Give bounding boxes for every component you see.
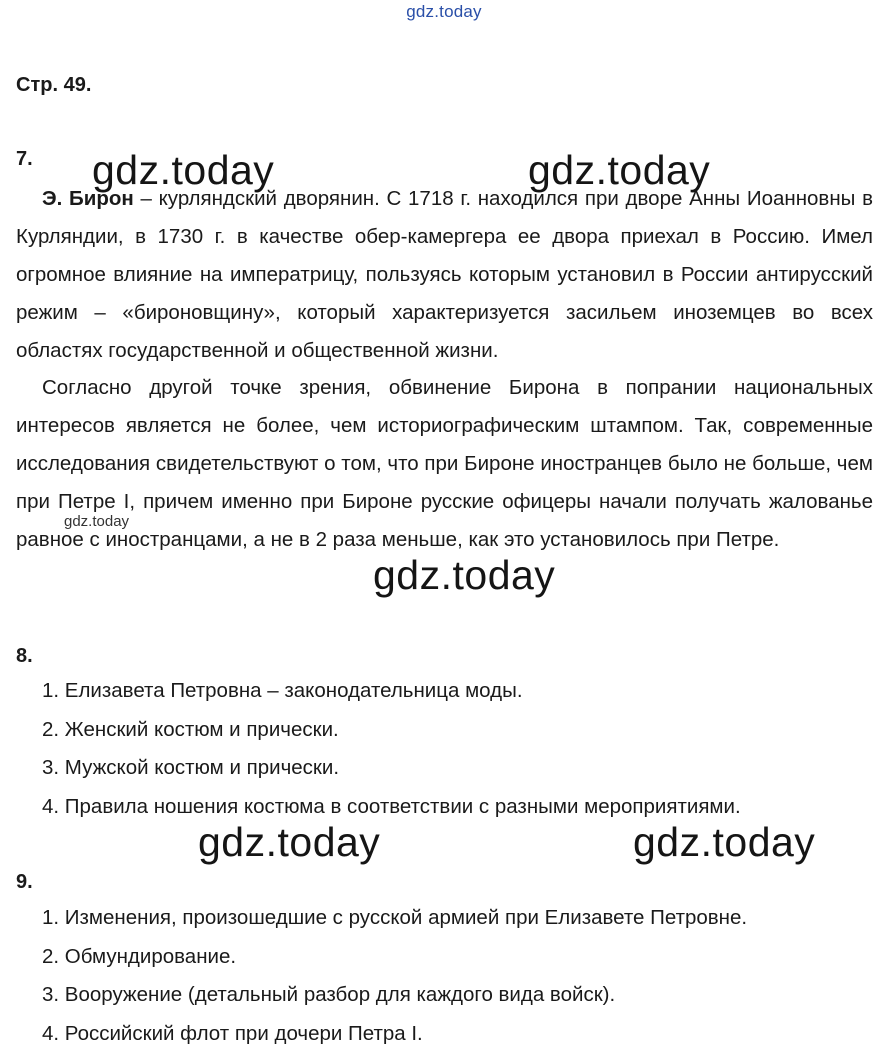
list-item: 2. Обмундирование. <box>42 944 237 968</box>
question-7-number: 7. <box>16 148 33 170</box>
question-7-paragraph-2: Согласно другой точке зрения, обвинение Бирона в попрании национальных интересов является не более, чем историографическим штампом. Так, современные исследования свидетельствуют о том, что при Бироне иностранцев было не больше, чем при Петре I, причем именно при Бироне русские офицеры начали получать жалованье равное с иностранцами, а не в 2 раза меньше, как это установилось при Петре. <box>16 376 873 551</box>
page-reference: Стр. 49. <box>16 74 92 96</box>
watermark: gdz.today <box>633 819 816 865</box>
watermark: gdz.today <box>528 147 711 193</box>
question-7-paragraph-1-text: – курляндский дворянин. С 1718 г. находился при дворе Анны Иоанновны в Курляндии, в 1730 г. в качестве обер-камергера ее двора приехал в Россию. Имел огромное влияние на императрицу, пользуясь которым установил в России антирусский режим – «бироновщину», который характеризуется засильем иноземцев во всех областях государственной и общественной жизни. <box>16 187 873 362</box>
site-header-watermark: gdz.today <box>406 2 482 21</box>
list-item: 4. Правила ношения костюма в соответствии с разными мероприятиями. <box>42 794 741 818</box>
question-7-paragraph-1 <box>16 180 873 370</box>
list-item: 1. Елизавета Петровна – законодательница моды. <box>42 679 523 702</box>
list-item: 1. Изменения, произошедшие с русской армией при Елизавете Петровне. <box>42 906 748 929</box>
watermark: gdz.today <box>92 147 275 193</box>
watermark: gdz.today <box>373 552 556 598</box>
question-8-number: 8. <box>16 645 33 667</box>
question-9-number: 9. <box>16 871 33 893</box>
list-item: 2. Женский костюм и прически. <box>42 717 339 741</box>
list-item: 3. Мужской костюм и прически. <box>42 756 340 779</box>
list-item: 3. Вооружение (детальный разбор для каждого вида войск). <box>42 983 616 1006</box>
watermark-small: gdz.today <box>64 513 130 530</box>
question-7-term: Э. Бирон <box>42 187 134 210</box>
watermark: gdz.today <box>198 819 381 865</box>
list-item: 4. Российский флот при дочери Петра I. <box>42 1021 423 1045</box>
question-8-list <box>42 672 862 826</box>
question-9-list <box>42 899 862 1053</box>
